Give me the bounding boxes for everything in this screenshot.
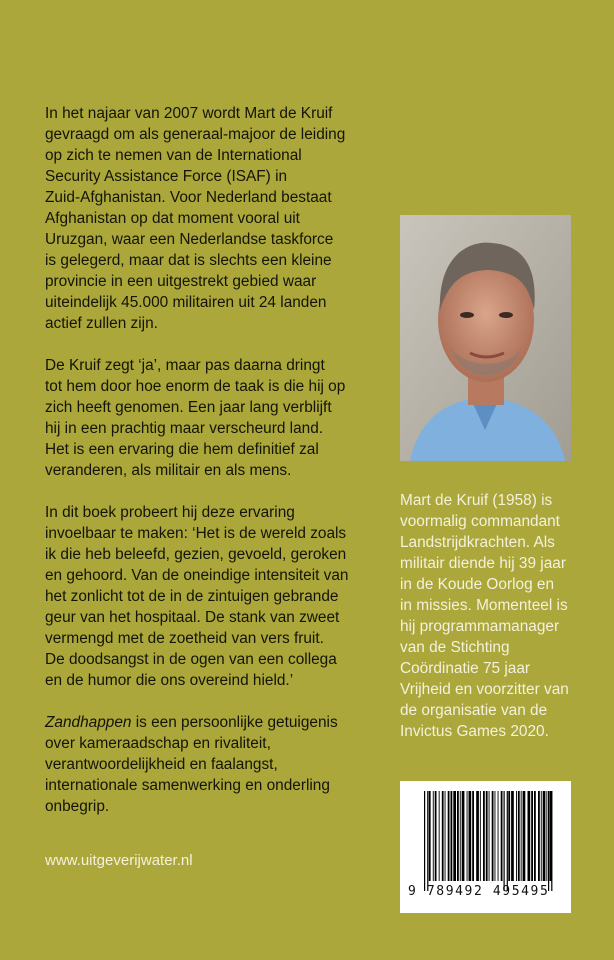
barcode-bar — [483, 791, 485, 881]
bio-line: Mart de Kruif (1958) is — [400, 492, 553, 509]
barcode-bar — [469, 791, 472, 881]
blurb-paragraph — [45, 355, 375, 481]
text-line — [45, 397, 375, 418]
text-segment: uiteindelijk 45.000 militairen uit 24 landen — [45, 294, 327, 311]
publisher-website-link[interactable]: www.uitgeverijwater.nl — [45, 852, 193, 869]
text-segment: actief zullen zijn. — [45, 315, 158, 332]
text-segment: op zich te nemen van de International — [45, 147, 302, 164]
barcode-bar — [467, 791, 468, 881]
text-segment: vermengd met de zoetheid van vers fruit. — [45, 630, 324, 647]
bio-line: voormalig commandant — [400, 513, 560, 530]
text-segment: is een persoonlijke getuigenis — [131, 714, 338, 731]
text-segment: De Kruif zegt ‘ja’, maar pas daarna dringt — [45, 357, 325, 374]
text-line — [45, 187, 375, 208]
barcode-bar — [427, 791, 428, 891]
barcode-bar — [534, 791, 536, 881]
text-segment: en de humor die ons overeind hield.’ — [45, 672, 294, 689]
bio-line: in de Koude Oorlog en — [400, 576, 555, 593]
barcode-bar — [439, 791, 440, 881]
barcode-bar — [489, 791, 490, 881]
barcode-bar — [548, 791, 549, 891]
barcode-bar — [504, 791, 505, 891]
text-line — [45, 145, 375, 166]
barcode-bar — [516, 791, 517, 881]
barcode-bar — [442, 791, 444, 881]
barcode-bar — [511, 791, 514, 881]
bio-line: de organisatie van de — [400, 702, 548, 719]
text-segment: zich heeft genomen. Een jaar lang verblijft — [45, 399, 332, 416]
blurb-text — [45, 103, 375, 838]
text-line — [45, 733, 375, 754]
text-segment: is gelegerd, maar dat is slechts een kleine — [45, 252, 332, 269]
text-segment: veranderen, als militair en als mens. — [45, 462, 292, 479]
isbn-barcode — [400, 781, 571, 913]
barcode-bar — [480, 791, 481, 881]
isbn-number: 9 789492 495495 — [408, 884, 550, 899]
book-title: Zandhappen — [45, 714, 132, 731]
text-segment: gevraagd om als generaal-majoor de leiding — [45, 126, 346, 143]
text-line — [45, 166, 375, 187]
text-segment: Uruzgan, waar een Nederlandse taskforce — [45, 231, 334, 248]
text-line — [45, 355, 375, 376]
bio-line: Landstrijdkrachten. Als — [400, 534, 555, 551]
text-segment: provincie in een uitgestrekt gebied waar — [45, 273, 317, 290]
text-line — [45, 292, 375, 313]
text-segment: In dit boek probeert hij deze ervaring — [45, 504, 295, 521]
text-line — [45, 229, 375, 250]
barcode-bar — [508, 791, 510, 881]
text-segment: internationale samenwerking en onderling — [45, 777, 330, 794]
text-line — [45, 250, 375, 271]
barcode-bar — [433, 791, 434, 881]
text-segment: ik die heb beleefd, gezien, gevoeld, geroken — [45, 546, 347, 563]
blurb-paragraph — [45, 712, 375, 817]
bio-line: hij programmamanager — [400, 618, 560, 635]
barcode-bar — [538, 791, 540, 881]
barcode-bar — [424, 791, 425, 891]
text-line — [45, 712, 375, 733]
text-line — [45, 103, 375, 124]
barcode-bar — [435, 791, 437, 881]
text-segment: over kameraadschap en rivaliteit, — [45, 735, 271, 752]
barcode-bar — [523, 791, 526, 881]
barcode-bar — [462, 791, 465, 881]
text-segment: onbegrip. — [45, 798, 110, 815]
barcode-bar — [521, 791, 522, 881]
text-line — [45, 544, 375, 565]
barcode-bar — [429, 791, 431, 881]
text-segment: geur van het hospitaal. De stank van zweet — [45, 609, 340, 626]
text-segment: en gehoord. Van de oneindige intensiteit van — [45, 567, 349, 584]
barcode-bar — [472, 791, 474, 881]
barcode-bar — [543, 791, 546, 881]
text-segment: het zonlicht tot de in de zintuigen gebrande — [45, 588, 339, 605]
text-line — [45, 649, 375, 670]
barcode-bar — [492, 791, 494, 881]
text-line — [45, 523, 375, 544]
barcode-bar — [486, 791, 488, 881]
text-segment: hij in een prachtig maar verscheurd land. — [45, 420, 324, 437]
text-line — [45, 565, 375, 586]
barcode-bar — [476, 791, 479, 881]
text-segment: Het is een ervaring die hem definitief zal — [45, 441, 319, 458]
text-line — [45, 775, 375, 796]
text-line — [45, 754, 375, 775]
barcode-bar — [551, 791, 552, 891]
barcode-bar — [453, 791, 456, 881]
text-segment: Security Assistance Force (ISAF) in — [45, 168, 288, 185]
text-line — [45, 607, 375, 628]
bio-line: Coördinatie 75 jaar — [400, 660, 531, 677]
barcode-bar — [448, 791, 450, 881]
text-line — [45, 670, 375, 691]
barcode-bar — [546, 791, 547, 881]
barcode-bar — [518, 791, 520, 881]
text-line — [45, 271, 375, 292]
text-segment: invoelbaar te maken: ‘Het is de wereld zoals — [45, 525, 347, 542]
blurb-paragraph — [45, 103, 375, 334]
text-line — [45, 796, 375, 817]
barcode-bar — [531, 791, 533, 881]
bio-line: Vrijheid en voorzitter van — [400, 681, 569, 698]
text-line — [45, 439, 375, 460]
text-line — [45, 418, 375, 439]
bio-line: militair diende hij 39 jaar — [400, 555, 566, 572]
text-line — [45, 376, 375, 397]
barcode-bar — [507, 791, 508, 891]
author-bio — [400, 490, 600, 742]
barcode-bar — [460, 791, 461, 881]
text-segment: Zuid-Afghanistan. Voor Nederland bestaat — [45, 189, 332, 206]
author-photo — [400, 215, 571, 461]
text-line — [45, 628, 375, 649]
text-line — [45, 586, 375, 607]
text-segment: tot hem door hoe enorm de taak is die hij op — [45, 378, 346, 395]
text-segment: De doodsangst in de ogen van een collega — [45, 651, 337, 668]
bio-line: Invictus Games 2020. — [400, 723, 549, 740]
text-line — [45, 502, 375, 523]
text-segment: In het najaar van 2007 wordt Mart de Kruif — [45, 105, 333, 122]
barcode-bar — [501, 791, 503, 881]
barcode-bars — [422, 791, 554, 891]
bio-line: in missies. Momenteel is — [400, 597, 568, 614]
barcode-bar — [445, 791, 446, 881]
text-line — [45, 208, 375, 229]
text-line — [45, 124, 375, 145]
text-line — [45, 313, 375, 334]
text-segment: verantwoordelijkheid en faalangst, — [45, 756, 278, 773]
barcode-bar — [498, 791, 499, 881]
barcode-bar — [451, 791, 453, 881]
blurb-paragraph — [45, 502, 375, 691]
barcode-bar — [457, 791, 459, 881]
text-line — [45, 460, 375, 481]
barcode-bar — [528, 791, 531, 881]
barcode-bar — [495, 791, 496, 881]
barcode-bar — [541, 791, 542, 881]
text-segment: Afghanistan op dat moment vooral uit — [45, 210, 300, 227]
bio-line: van de Stichting — [400, 639, 510, 656]
